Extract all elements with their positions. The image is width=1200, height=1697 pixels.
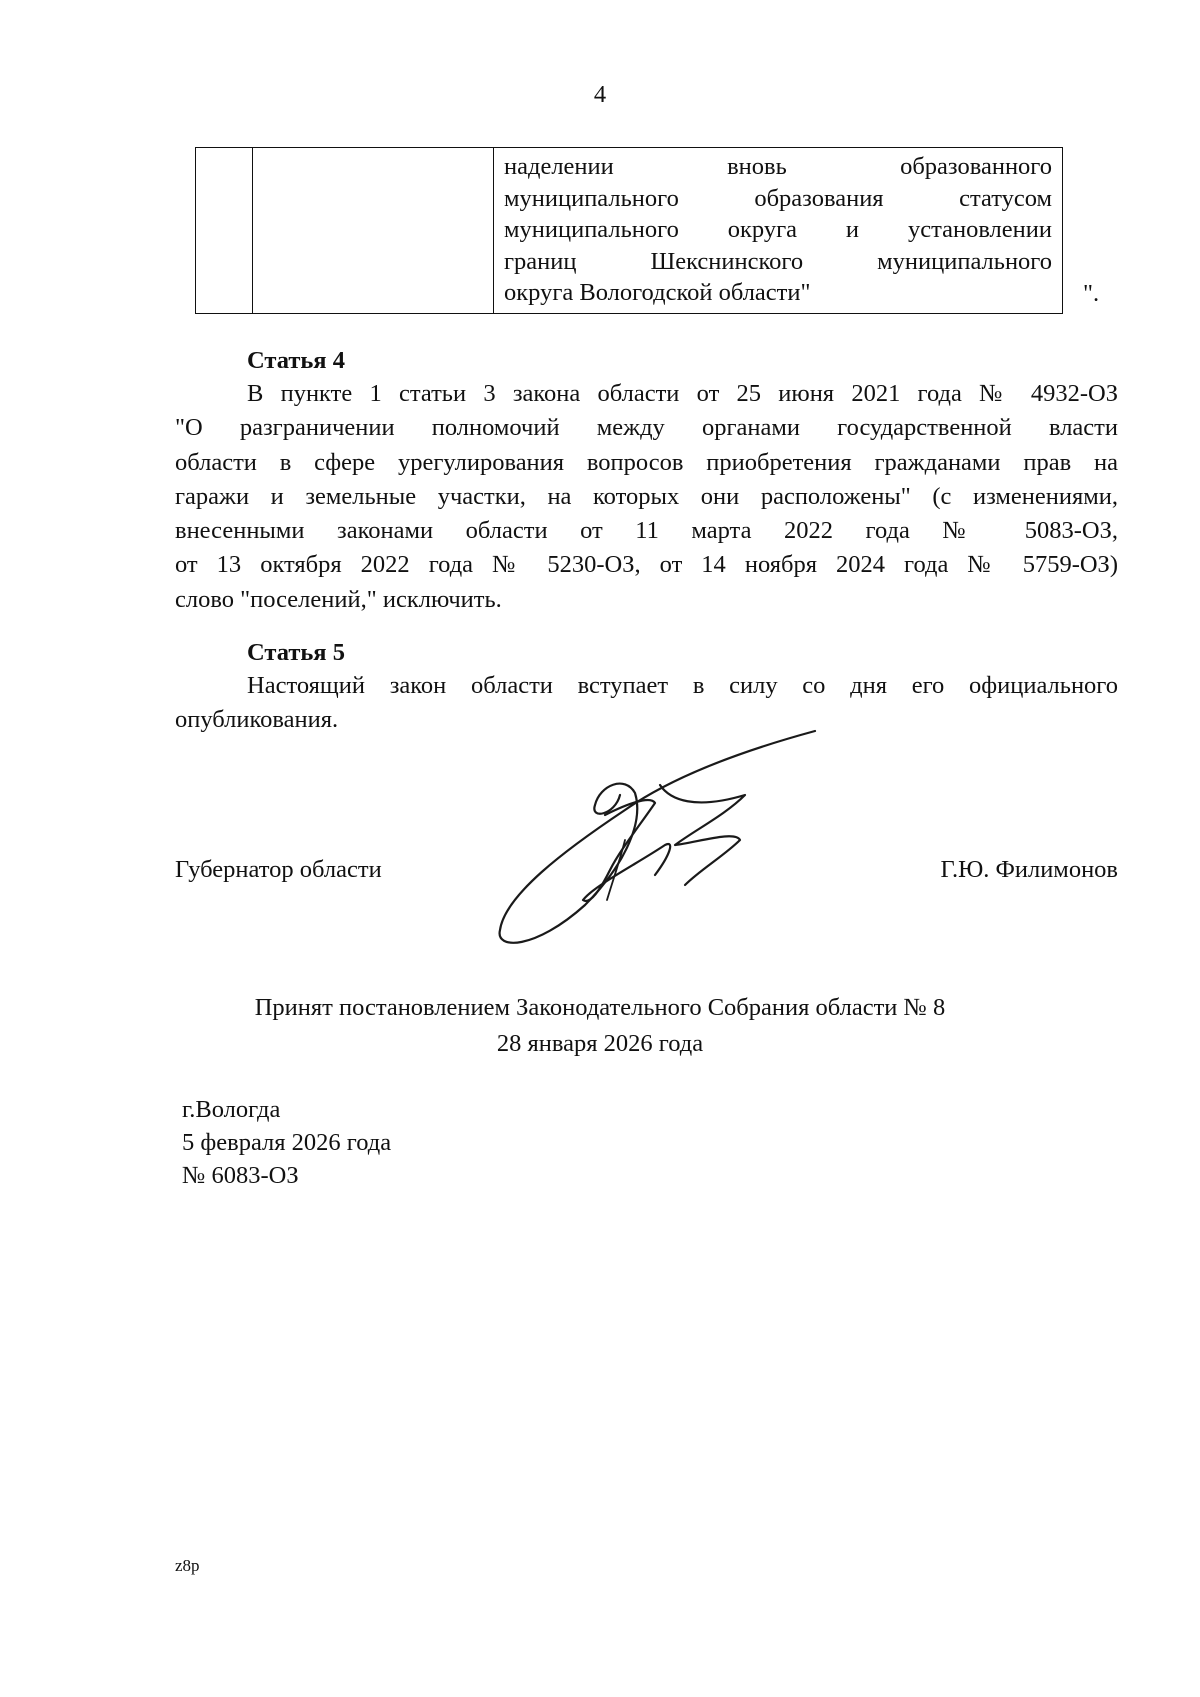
article-4-body [175, 377, 1118, 617]
adoption-line: Принят постановлением Законодательного Собрания области № 8 [254, 994, 946, 1021]
law-number: № 6083-ОЗ [182, 1162, 299, 1189]
signatory-name: Г.Ю. Филимонов [940, 856, 1118, 883]
table-cell-content [494, 148, 1063, 314]
table-cell-line: границ Шекснинского муниципального [504, 247, 1052, 275]
closing-quote: ". [1083, 280, 1100, 307]
article-4-line: от 13 октября 2022 года № 5230-ОЗ, от 14 ноября 2024 года № 5759-ОЗ) [175, 551, 1118, 579]
signing-date: 5 февраля 2026 года [182, 1129, 392, 1156]
adoption-note [0, 990, 1200, 1062]
article-5-line: опубликования. [175, 706, 339, 734]
city: г.Вологда [182, 1096, 281, 1123]
table-cell-number [196, 148, 253, 314]
table-cell-line: округа Вологодской области" [504, 279, 811, 306]
page-number: 4 [593, 81, 607, 108]
signatory-title: Губернатор области [175, 856, 382, 883]
table-cell-line: наделении вновь образованного [504, 153, 1052, 180]
article-5-heading: Статья 5 [247, 639, 345, 666]
table-cell-line: муниципального округа и установлении [504, 216, 1052, 243]
place-and-date [182, 1093, 391, 1192]
article-4-heading: Статья 4 [247, 347, 345, 374]
amendment-table [195, 147, 1063, 314]
article-4-line: гаражи и земельные участки, на которых они расположены" (с изменениями, [175, 482, 1118, 510]
article-4-line: "О разграничении полномочий между органами государственной власти [175, 414, 1118, 442]
adoption-date: 28 января 2026 года [496, 1030, 704, 1057]
table-cell-name [253, 148, 494, 314]
article-4-line: В пункте 1 статьи 3 закона области от 25 июня 2021 года № 4932-ОЗ [247, 380, 1118, 407]
article-4-line: слово "поселений," исключить. [175, 585, 502, 613]
handwritten-signature [495, 725, 825, 955]
table-row [196, 148, 1063, 314]
article-5-line: Настоящий закон области вступает в силу со дня его официального [247, 672, 1118, 699]
article-4-line: внесенными законами области от 11 марта 2022 года № 5083-ОЗ, [175, 517, 1118, 545]
table-cell-line: муниципального образования статусом [504, 184, 1052, 212]
article-4-line: области в сфере урегулирования вопросов приобретения гражданами прав на [175, 448, 1118, 476]
document-code: z8p [175, 1556, 200, 1575]
